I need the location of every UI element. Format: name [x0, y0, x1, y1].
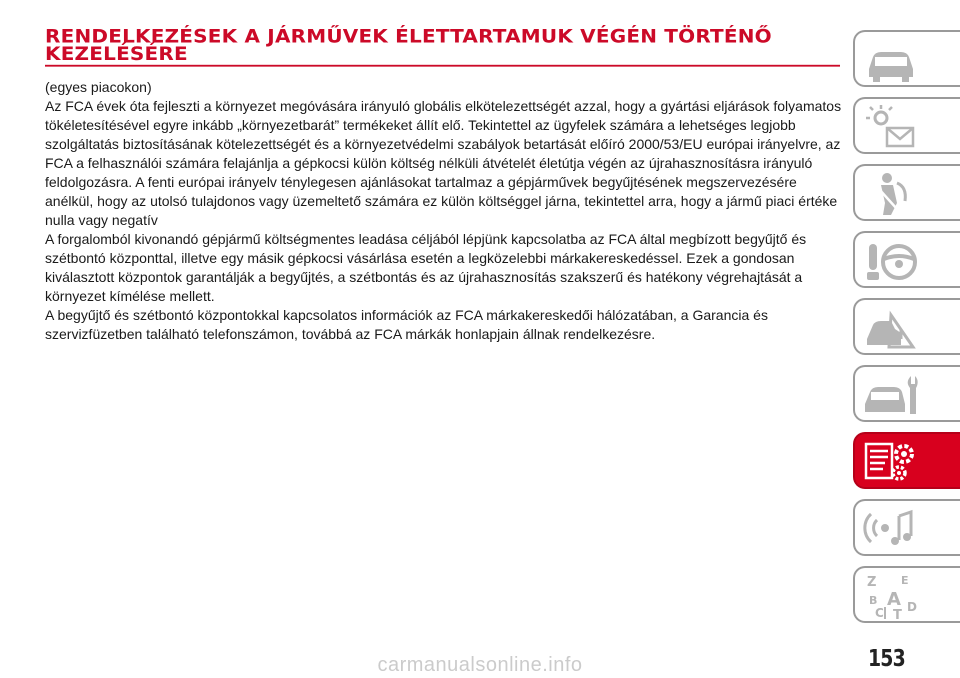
- section-title-line-2: KEZELÉSÉRE: [45, 42, 188, 65]
- tab-starting-driving[interactable]: [853, 231, 960, 288]
- car-dashboard-icon: [861, 35, 921, 85]
- svg-text:C: C: [875, 606, 884, 620]
- paragraph-collection-centres: A forgalomból kivonandó gépjármű költségmentes leadása céljából lépjünk kapcsolatba az FCA által megbízott begyűjtő és szétbontó központtal, illetve egy másik gépkocsi vásárlása esetén a legközelebbi márkakereskedéssel. Ezek a gondosan kiválasztott központok garantálják a begyűjtés, a szétbontás és az újrahasznosítás szakszerű és hatékony végrehajtását a környezet kímélése mellett.: [45, 231, 807, 304]
- paragraph-commitment: Az FCA évek óta fejleszti a környezet megóvására irányuló globális elkötelezettségét azzal, hogy a gyártási eljárások folyamatos tökéletesítésével egyre inkább „környezetbarát” termékeket állít elő. Tekintettel az ügyfelek számára a lehetséges legjobb szolgáltatás biztosításának kötelezettségét és a környezetvédelmi szabályok betartását előíró 2000/53/EU európai irányelvre, az FCA a felhasználói számára felajánlja a gépkocsi külön költség nélküli átvételét életútja végén az újrahasznosításra irányuló feldolgozásra. A fenti európai irányelv ténylegesen ajánlásokat tartalmaz a gépjárművek begyűjtésének megszervezésére anélkül, hogy az utolsó tulajdonos vagy üzemeltető számára ez külön költséggel járna, tekintettel arra, hogy a jármű piaci értéke nulla vagy negatív: [45, 98, 842, 228]
- svg-text:D: D: [907, 600, 917, 614]
- emergency-icon: [861, 303, 921, 353]
- chapter-tabs: [853, 30, 960, 633]
- index-icon: [861, 571, 921, 621]
- section-title: [45, 25, 840, 67]
- tab-car-overview[interactable]: [853, 30, 960, 87]
- page-number: 153: [868, 646, 905, 672]
- tab-maintenance[interactable]: [853, 365, 960, 422]
- svg-text:T: T: [893, 608, 902, 621]
- tab-index[interactable]: [853, 566, 960, 623]
- safety-airbag-icon: [861, 169, 921, 219]
- svg-text:B: B: [869, 594, 878, 607]
- body-text: [45, 78, 845, 344]
- tab-technical-data[interactable]: [853, 432, 960, 489]
- svg-text:A: A: [887, 589, 901, 610]
- maintenance-icon: [861, 370, 921, 420]
- tab-multimedia[interactable]: [853, 499, 960, 556]
- svg-text:E: E: [901, 574, 909, 587]
- watermark-brand: carmanualsonline.info: [377, 654, 583, 676]
- paragraph-information: A begyűjtő és szétbontó központokkal kapcsolatos információk az FCA márkakereskedői hálózatában, a Garancia és szervizfüzetben található telefonszámon, továbbá az FCA márkák honlapjain állnak rendelkezésre.: [45, 307, 768, 342]
- starting-driving-icon: [861, 236, 921, 286]
- tab-warning-lights[interactable]: [853, 97, 960, 154]
- multimedia-icon: [861, 504, 921, 554]
- warning-lights-icon: [861, 102, 921, 152]
- technical-data-icon: [861, 437, 921, 487]
- svg-text:Z: Z: [867, 575, 877, 590]
- tab-emergency[interactable]: [853, 298, 960, 355]
- tab-safety[interactable]: [853, 164, 960, 221]
- section-title-line-1: RENDELKEZÉSEK A JÁRMŰVEK ÉLETTARTAMUK VÉGÉN TÖRTÉNŐ: [45, 25, 772, 48]
- paragraph-markets: (egyes piacokon): [45, 79, 152, 95]
